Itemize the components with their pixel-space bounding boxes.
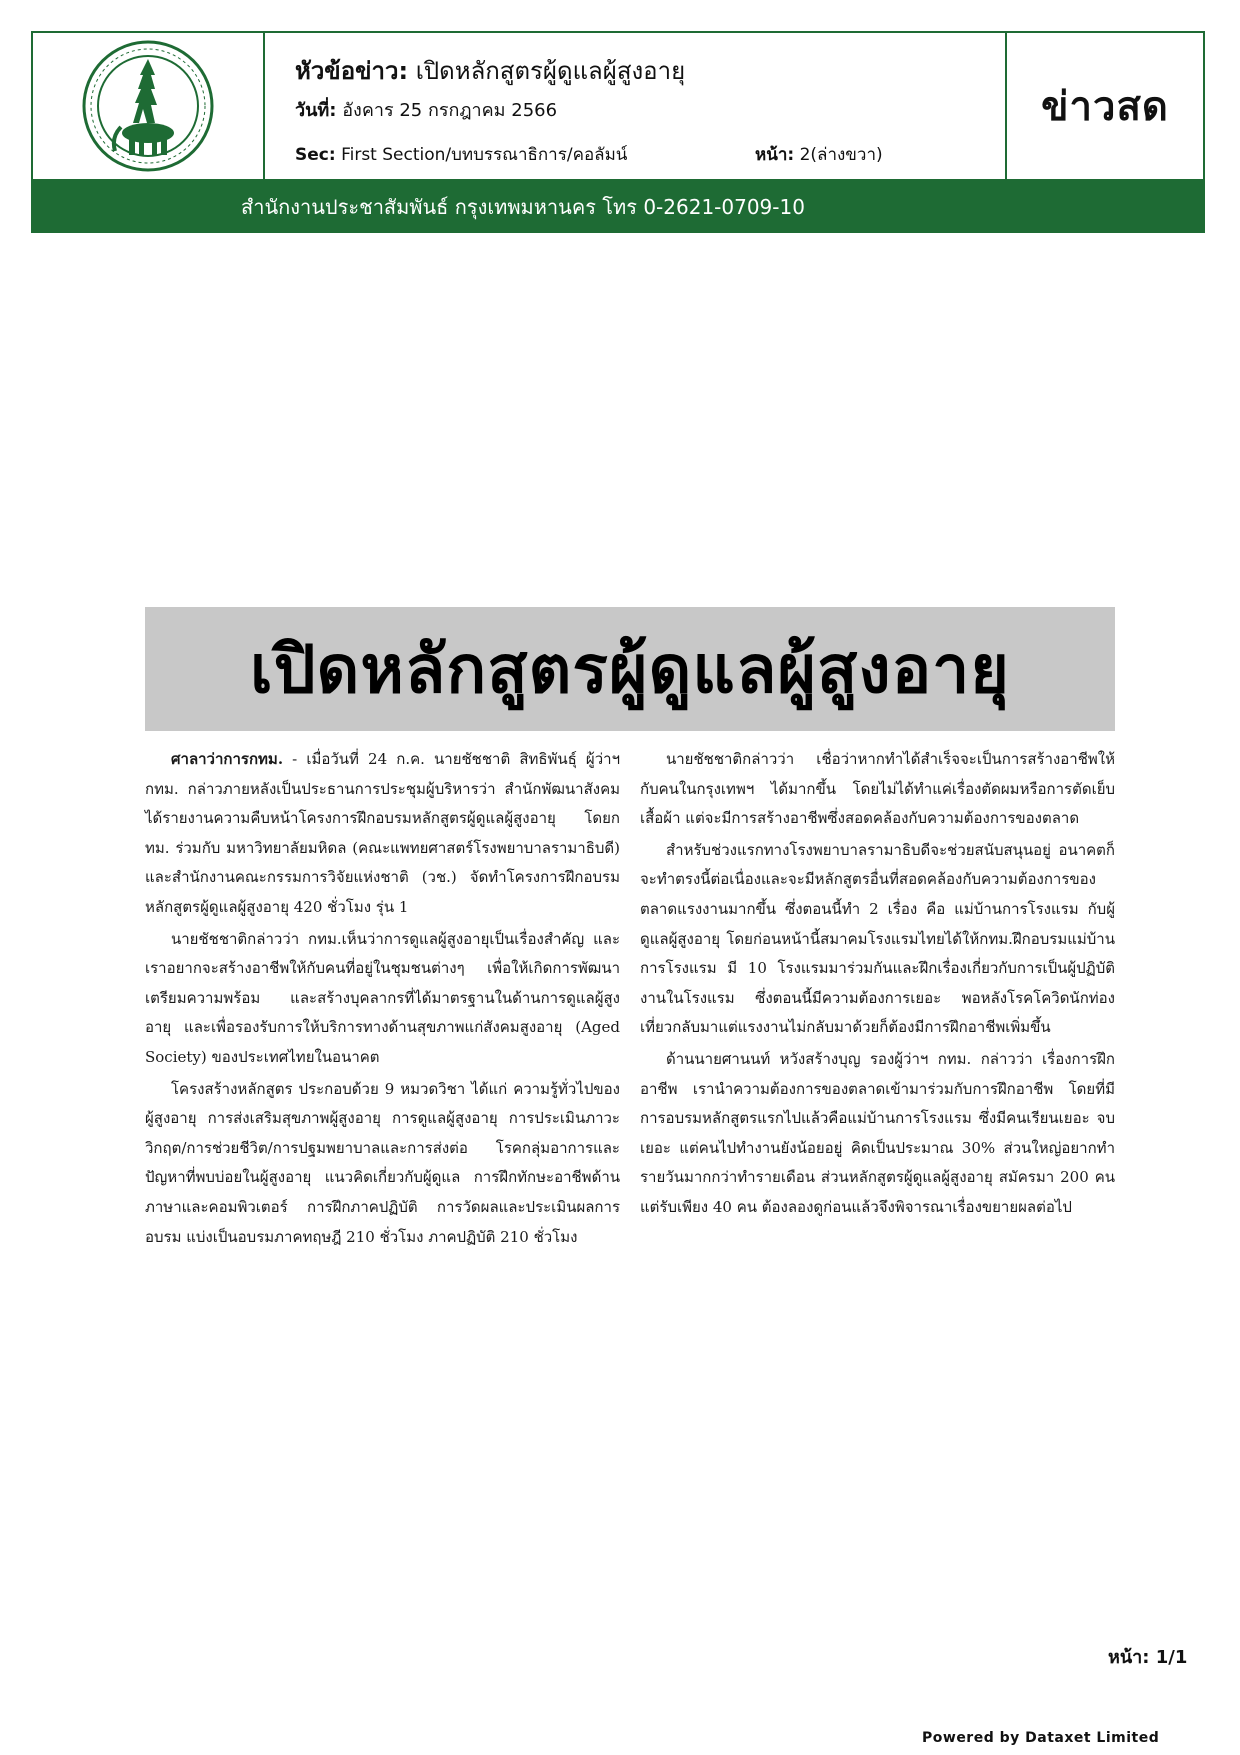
logo-cell bbox=[33, 33, 265, 179]
article-paragraph: นายชัชชาติกล่าวว่า กทม.เห็นว่าการดูแลผู้สูงอายุเป็นเรื่องสำคัญ และเราอยากจะสร้างอาชีพให้กับคนที่อยู่ในชุมชนต่างๆ เพื่อให้เกิดการพัฒนา เตรียมความพร้อม และสร้างบุคลากรที่ได้มาตรฐานในด้านการดูแลผู้สูงอายุ และเพื่อรองรับการให้บริการทางด้านสุขภาพแก่สังคมสูงอายุ (Aged Society) ของประเทศไทยในอนาคต bbox=[145, 929, 620, 1066]
article-headline-band bbox=[145, 607, 1115, 731]
date-field bbox=[295, 95, 557, 124]
article-column-right bbox=[640, 745, 1115, 1254]
headline-label: หัวข้อข่าว: bbox=[295, 57, 409, 85]
bma-seal-logo-icon bbox=[81, 39, 215, 173]
section-value: First Section/บทบรรณาธิการ/คอลัมน์ bbox=[341, 145, 628, 165]
powered-by: Powered by Dataxet Limited bbox=[922, 1730, 1160, 1746]
news-info bbox=[265, 33, 1007, 179]
article-paragraph: นายชัชชาติกล่าวว่า เชื่อว่าหากทำได้สำเร็จจะเป็นการสร้างอาชีพให้กับคนในกรุงเทพฯ ได้มากขึ้น โดยไม่ได้ทำแค่เรื่องตัดผมหรือการตัดเย็บเสื้อผ้า แต่จะมีการสร้างอาชีพซึ่งสอดคล้องกับความต้องการของตลาด bbox=[640, 750, 1115, 828]
section-field bbox=[295, 141, 883, 168]
date-label: วันที่: bbox=[295, 100, 337, 121]
article-paragraph: ด้านนายศานนท์ หวังสร้างบุญ รองผู้ว่าฯ กทม. กล่าวว่า เรื่องการฝึกอาชีพ เรานำความต้องการของตลาดเข้ามาร่วมกับการฝึกอาชีพ โดยที่มีการอบรมหลักสูตรแรกไปแล้วคือแม่บ้านการโรงแรม ซึ่งมีคนเรียนเยอะ จบเยอะ แต่คนไปทำงานยังน้อยอยู่ คิดเป็นประมาณ 30% ส่วนใหญ่อยากทำรายวันมากกว่าทำรายเดือน ส่วนหลักสูตรผู้ดูแลผู้สูงอายุ สมัครมา 200 คน แต่รับเพียง 40 คน ต้องลองดูก่อนแล้วจึงพิจารณาเรื่องขยายผลต่อไป bbox=[640, 1049, 1115, 1216]
headline-field bbox=[295, 51, 685, 90]
section-label: Sec: bbox=[295, 145, 336, 165]
office-bar bbox=[31, 181, 1205, 233]
article-columns bbox=[145, 745, 1115, 1254]
news-header bbox=[31, 31, 1205, 181]
article-headline: เปิดหลักสูตรผู้ดูแลผู้สูงอายุ bbox=[250, 630, 1010, 708]
page-indicator: หน้า: 1/1 bbox=[1108, 1647, 1188, 1668]
article-paragraph: สำหรับช่วงแรกทางโรงพยาบาลรามาธิบดีจะช่วยสนับสนุนอยู่ อนาคตก็จะทำตรงนี้ต่อเนื่องและจะมีหลักสูตรอื่นที่สอดคล้องกับความต้องการของตลาดแรงงานมากขึ้น ซึ่งตอนนี้ทำ 2 เรื่อง คือ แม่บ้านการโรงแรม กับผู้ดูแลผู้สูงอายุ โดยก่อนหน้านี้สมาคมโรงแรมไทยได้ให้กทม.ฝึกอบรมแม่บ้านการโรงแรม มี 10 โรงแรมมาร่วมกันและฝึกเรื่องเกี่ยวกับการเป็นผู้ปฏิบัติงานในโรงแรม ซึ่งตอนนี้มีความต้องการเยอะ พอหลังโรคโควิดนักท่องเที่ยวกลับมาแต่แรงงานไม่กลับมาด้วยก็ต้องมีการฝึกอาชีพเพิ่มขึ้น bbox=[640, 840, 1115, 1037]
page-label: หน้า: bbox=[755, 145, 795, 165]
headline-value: เปิดหลักสูตรผู้ดูแลผู้สูงอายุ bbox=[415, 57, 686, 85]
article-paragraph-text: - เมื่อวันที่ 24 ก.ค. นายชัชชาติ สิทธิพันธุ์ ผู้ว่าฯ กทม. กล่าวภายหลังเป็นประธานการประชุมผู้บริหารว่า สำนักพัฒนาสังคม ได้รายงานความคืบหน้าโครงการฝึกอบรมหลักสูตรผู้ดูแลผู้สูงอายุ โดยกทม. ร่วมกับ มหาวิทยาลัยมหิดล (คณะแพทยศาสตร์โรงพยาบาลรามาธิบดี) และสำนักงานคณะกรรมการวิจัยแห่งชาติ (วช.) จัดทำโครงการฝึกอบรมหลักสูตรผู้ดูแลผู้สูงอายุ 420 ชั่วโมง รุ่น 1 bbox=[145, 750, 620, 916]
date-value: อังคาร 25 กรกฎาคม 2566 bbox=[342, 100, 558, 121]
page-value: 2(ล่างขวา) bbox=[799, 145, 883, 165]
article-paragraph: โครงสร้างหลักสูตร ประกอบด้วย 9 หมวดวิชา ได้แก่ ความรู้ทั่วไปของผู้สูงอายุ การส่งเสริมสุขภาพผู้สูงอายุ การดูแลผู้สูงอายุ การประเมินภาวะวิกฤต/การช่วยชีวิต/การปฐมพยาบาลและการส่งต่อ โรคกลุ่มอาการและปัญหาที่พบบ่อยในผู้สูงอายุ แนวคิดเกี่ยวกับผู้ดูแล การฝึกทักษะอาชีพด้านภาษาและคอมพิวเตอร์ การฝึกภาคปฏิบัติ การวัดผลและประเมินผลการอบรม แบ่งเป็นอบรมภาคทฤษฎี 210 ชั่วโมง ภาคปฏิบัติ 210 ชั่วโมง bbox=[145, 1079, 620, 1246]
office-contact: สำนักงานประชาสัมพันธ์ กรุงเทพมหานคร โทร 0-2621-0709-10 bbox=[241, 195, 805, 219]
news-type-tag: ข่าวสด bbox=[1041, 84, 1169, 130]
news-clipping bbox=[145, 607, 1115, 1246]
article-paragraph bbox=[145, 745, 620, 923]
article-dateline: ศาลาว่าการกทม. bbox=[171, 750, 284, 768]
news-type-cell bbox=[1007, 33, 1203, 179]
article-column-left bbox=[145, 745, 620, 1254]
page-field bbox=[755, 141, 883, 168]
